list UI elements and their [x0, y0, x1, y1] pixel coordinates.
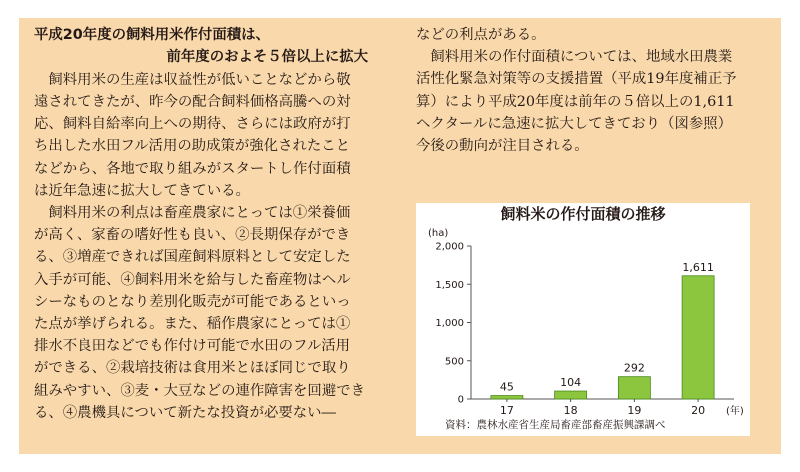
paragraph-line: 飼料用米の生産は収益性が低いことなどから敬: [48, 71, 351, 88]
x-tick-label: 19: [627, 404, 642, 417]
paragraph-line: シーなものとなり差別化販売が可能であるといっ: [34, 293, 351, 310]
bar-value-label: 1,611: [682, 260, 714, 274]
headline-line-2: 前年度のおよそ５倍以上に拡大: [166, 49, 368, 66]
bar-value-label: 45: [499, 380, 514, 394]
y-tick-label: 1,500: [435, 279, 464, 291]
right-paragraph-2: [416, 46, 750, 157]
y-tick-label: 2,000: [435, 241, 464, 253]
headline: [34, 24, 368, 69]
x-tick-label: 18: [563, 404, 578, 417]
paragraph-line: る、③増産できれば国産飼料原料として安定した: [34, 249, 351, 266]
paragraph-line: 排水不良田などでも作付け可能で水田のフル活用: [34, 338, 351, 355]
bar-value-label: 292: [623, 361, 645, 375]
left-paragraph-2: [34, 202, 368, 424]
bar: [618, 377, 650, 399]
x-tick-label: 20: [691, 404, 706, 417]
paragraph-line: ができる、②栽培技術は食用米とほぼ同じで取り: [34, 360, 351, 377]
paragraph-line: ヘクタールに急速に拡大してきており（図参照）: [416, 115, 733, 132]
chart-figure: [416, 203, 750, 436]
y-axis-unit: (ha): [428, 228, 449, 239]
paragraph-line: 遠されてきたが、昨今の配合飼料価格高騰への対: [34, 94, 351, 111]
paragraph-line: 飼料用米の作付面積については、地域水田農業: [430, 49, 733, 66]
bar: [491, 396, 523, 399]
left-paragraph-1: [34, 69, 368, 202]
paragraph-line: ち出した水田フル活用の助成策が強化されたこと: [34, 138, 351, 155]
paragraph-line: は近年急速に拡大してきている。: [34, 182, 250, 199]
bar: [682, 276, 714, 399]
paragraph-line: 飼料用米の利点は畜産農家にとっては①栄養価: [48, 205, 351, 222]
paragraph-line: 活性化緊急対策等の支援措置（平成19年度補正予: [416, 71, 737, 88]
paragraph-line: などから、各地で取り組みがスタートし作付面積: [34, 160, 351, 177]
y-tick-label: 500: [444, 356, 464, 368]
paragraph-line: 入手が可能、④飼料用米を給与した畜産物はヘル: [34, 271, 351, 288]
x-axis-unit: (年): [726, 406, 744, 417]
paragraph-line: 算）により平成20年度は前年の５倍以上の1,611: [416, 93, 735, 110]
bar-value-label: 104: [560, 376, 582, 390]
right-paragraph-1: [416, 24, 750, 46]
paragraph-line: た点が挙げられる。また、稲作農家にとっては①: [34, 316, 351, 333]
chart-source: 資料：農林水産省生産局畜産部畜産振興課調べ: [445, 419, 666, 431]
chart-title: 飼料米の作付面積の推移: [500, 205, 666, 223]
bar-chart: [416, 203, 750, 436]
y-tick-label: 1,000: [435, 318, 464, 329]
right-column: [416, 24, 750, 157]
left-column: [34, 24, 368, 424]
paragraph-line: 組みやすい、③麦・大豆などの連作障害を回避でき: [34, 382, 365, 399]
x-tick-label: 17: [499, 404, 514, 417]
paragraph-line: が高く、家畜の嗜好性も良い、②長期保存ができ: [34, 227, 351, 244]
paragraph-line: 応、飼料自給率向上への期待、さらには政府が打: [34, 116, 351, 133]
paragraph-line: 今後の動向が注目される。: [416, 138, 589, 155]
paragraph-line: る、④農機具について新たな投資が必要ない―: [34, 404, 336, 421]
bar: [555, 391, 587, 399]
y-tick-label: 0: [457, 394, 464, 406]
paragraph-line: などの利点がある。: [416, 27, 546, 43]
headline-line-1: 平成20年度の飼料用米作付面積は、: [34, 27, 270, 43]
